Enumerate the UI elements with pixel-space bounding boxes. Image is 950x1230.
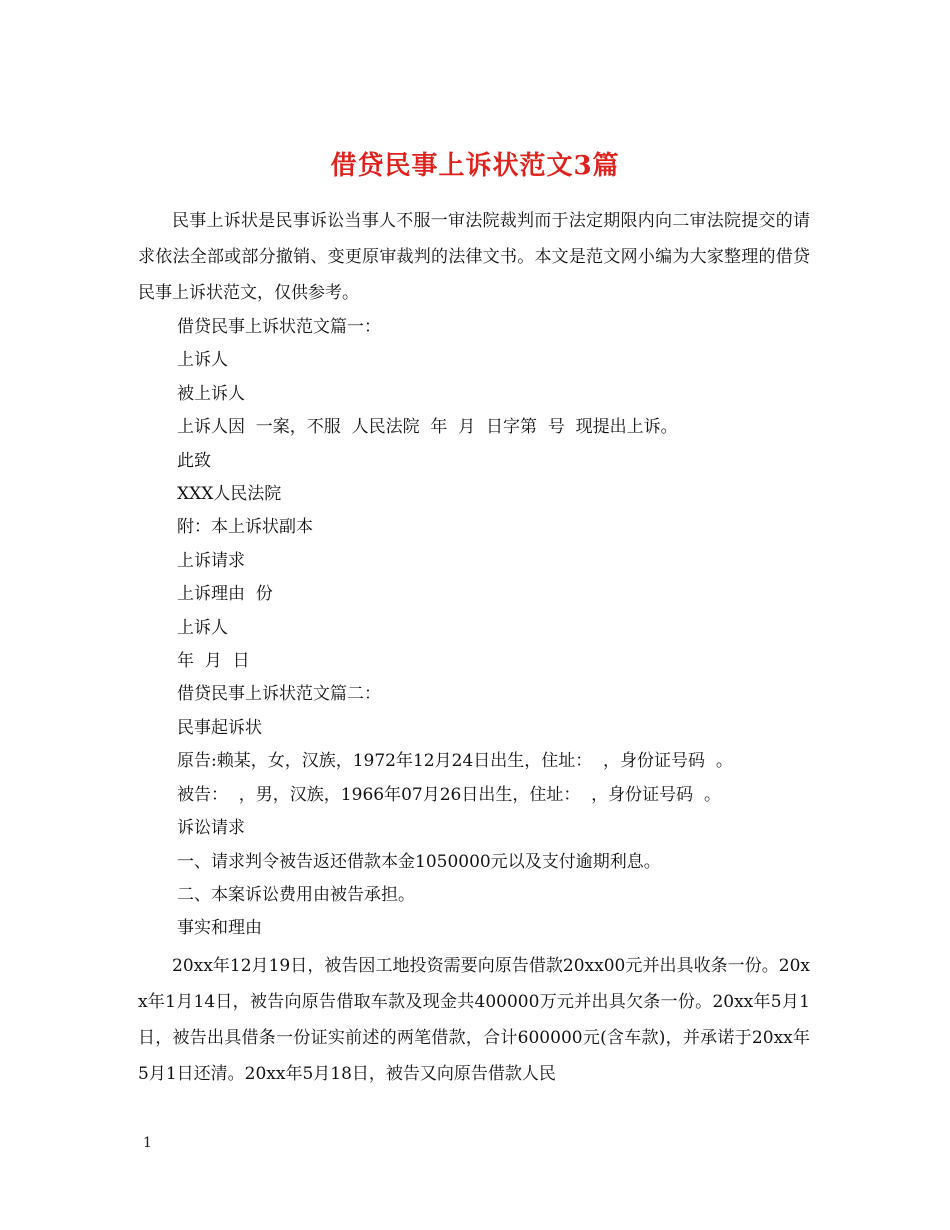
appellee-label: 被上诉人 <box>177 383 245 404</box>
section-one-heading: 借贷民事上诉状范文篇一： <box>177 317 381 337</box>
facts-heading: 事实和理由 <box>177 918 262 939</box>
section-two-heading: 借贷民事上诉状范文篇二： <box>177 684 381 705</box>
document-body <box>138 203 810 1092</box>
page-number: 1 <box>143 1135 152 1151</box>
signature-label: 上诉人 <box>177 617 228 638</box>
appeal-reason-line: 上诉理由 份 <box>177 584 273 605</box>
date-line: 年 月 日 <box>177 651 250 672</box>
court-name: XXX人民法院 <box>177 484 282 505</box>
salutation: 此致 <box>177 450 211 471</box>
defendant-line: 被告： ，男，汉族，1966年07月26日出生，住址： ，身份证号码 。 <box>177 784 721 805</box>
plaintiff-line: 原告:赖某，女，汉族，1972年12月24日出生，住址： ，身份证号码 。 <box>177 751 733 772</box>
intro-paragraph: 民事上诉状是民事诉讼当事人不服一审法院裁判而于法定期限内向二审法院提交的请求依法全部或部分撤销、变更原审裁判的法律文书。本文是范文网小编为大家整理的借贷民事上诉状范文，仅供参考。 <box>138 211 810 303</box>
claim-item-one: 一、请求判令被告返还借款本金1050000元以及支付逾期利息。 <box>177 851 661 872</box>
document-title: 借贷民事上诉状范文3篇 <box>330 151 620 182</box>
appeal-request-heading: 上诉请求 <box>177 550 245 571</box>
attachment-note: 附：本上诉状副本 <box>177 517 313 538</box>
appellant-label: 上诉人 <box>177 350 228 371</box>
facts-paragraph: 20xx年12月19日，被告因工地投资需要向原告借款20xx00元并出具收条一份。20xx年1月14日，被告向原告借取车款及现金共400000万元并出具欠条一份。20xx年5月1日，被告出具借条一份证实前述的两笔借款，合计600000元(含车款)，并承诺于20xx年5月1日还清。20xx年5月18日，被告又向原告借款人民 <box>138 955 810 1084</box>
complaint-heading: 民事起诉状 <box>177 717 262 738</box>
appeal-statement: 上诉人因 一案，不服 人民法院 年 月 日字第 号 现提出上诉。 <box>177 417 678 438</box>
claim-item-two: 二、本案诉讼费用由被告承担。 <box>177 884 415 905</box>
claims-heading: 诉讼请求 <box>177 818 245 839</box>
